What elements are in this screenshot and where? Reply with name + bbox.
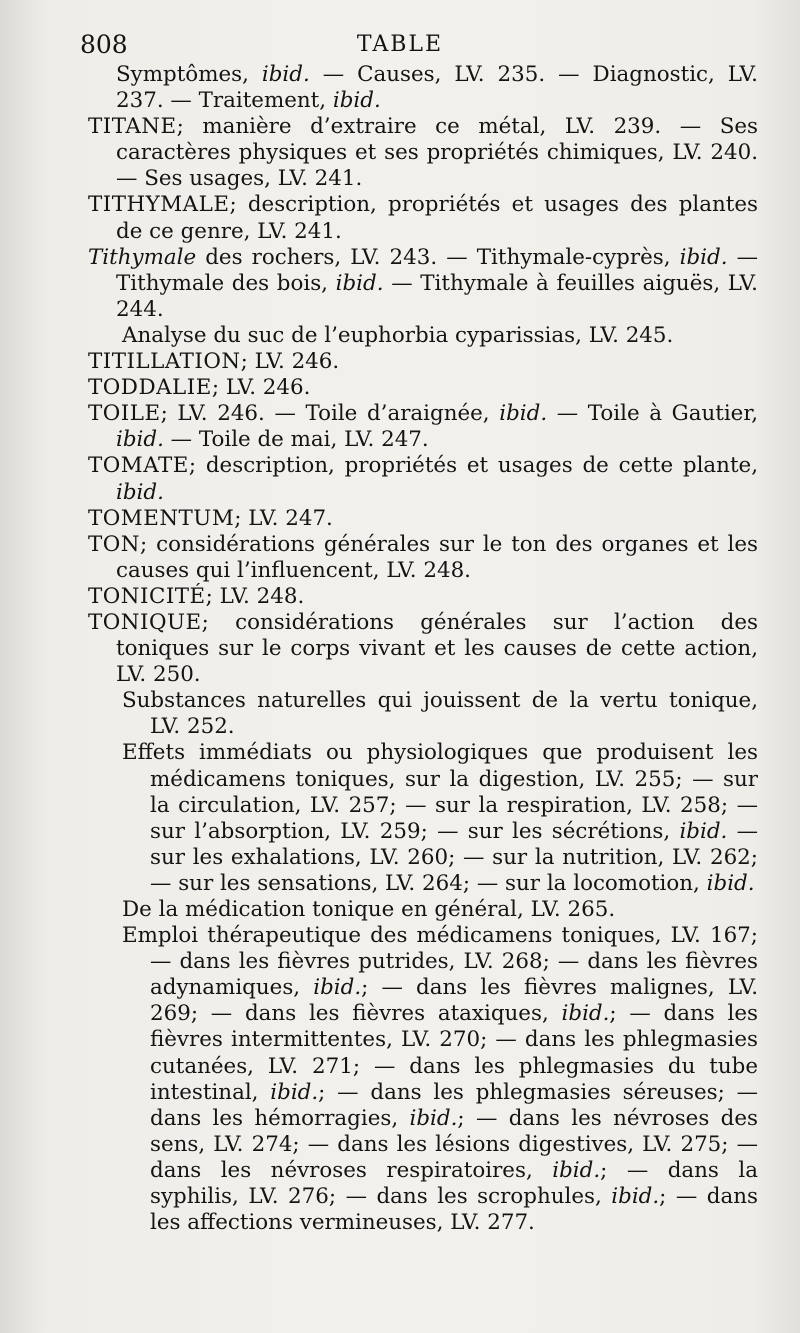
index-subentry: De la médication tonique en général, LV. 265. (122, 897, 616, 922)
entry-headword: TITHYMALE (88, 192, 230, 218)
page-number: 808 (80, 30, 128, 59)
index-entry: TOMENTUM; LV. 247. (88, 505, 333, 531)
index-entry: TONIQUE; considérations générales sur l’action des toniques sur le corps vivant et les causes de cette action, LV. 250. (88, 609, 758, 688)
entry-headword: TOMENTUM (88, 505, 235, 531)
running-head: TABLE (356, 32, 444, 57)
index-body (88, 62, 758, 1236)
entry-headword: TOMATE (88, 453, 189, 479)
entry-headword: TOILE (88, 401, 161, 427)
index-entry: TONICITÉ; LV. 248. (88, 583, 305, 609)
index-entry: TOILE; LV. 246. — Toile d’araignée, ibid. — Toile à Gautier, ibid. — Toile de mai, LV. 247. (88, 401, 759, 453)
index-entry: TITHYMALE; description, propriétés et usages des plantes de ce genre, LV. 241. (88, 192, 758, 244)
index-entry: TITANE; manière d’extraire ce métal, LV. 239. — Ses caractères physiques et ses propriétés chimiques, LV. 240. — Ses usages, LV. 241. (88, 114, 758, 192)
index-subentry: Effets immédiats ou physiologiques que produisent les médicamens toniques, sur la digestion, LV. 255; — sur la circulation, LV. 257; — sur la respiration, LV. 258; — sur l’absorption, LV. 259; — sur les sécrétions, ibid. — sur les exhalations, LV. 260; — sur la nutrition, LV. 262; — sur les sensations, LV. 264; — sur la locomotion, ibid. (122, 740, 758, 896)
entry-headword: TODDALIE (88, 375, 212, 401)
entry-headword: TONIQUE (88, 609, 202, 635)
index-entry: TITILLATION; LV. 246. (88, 349, 340, 375)
index-entry: TODDALIE; LV. 246. (88, 375, 311, 401)
index-entry: Symptômes, ibid. — Causes, LV. 235. — Diagnostic, LV. 237. — Traitement, ibid. (116, 62, 758, 114)
entry-headword: TONICITÉ (88, 583, 206, 609)
entry-headword: TITILLATION (88, 349, 241, 375)
page-header (80, 30, 720, 64)
index-entry: Analyse du suc de l’euphorbia cyparissias, LV. 245. (122, 322, 674, 348)
index-entry: TON; considérations générales sur le ton des organes et les causes qui l’influencent, LV. 248. (88, 531, 758, 583)
entry-headword: TITANE (88, 114, 177, 140)
entry-headword: TON (88, 531, 141, 557)
index-subentry: Emploi thérapeutique des médicamens toniques, LV. 167; — dans les fièvres putrides, LV. 268; — dans les fièvres adynamiques, ibid.; — dans les fièvres malignes, LV. 269; — dans les fièvres ataxiques, ibid.; — dans les fièvres intermittentes, LV. 270; — dans les phlegmasies cutanées, LV. 271; — dans les phlegmasies du tube intestinal, ibid.; — dans les phlegmasies séreuses; — dans les hémorragies, ibid.; — dans les névroses des sens, LV. 274; — dans les lésions digestives, LV. 275; — dans les névroses respiratoires, ibid.; — dans la syphilis, LV. 276; — dans les scrophules, ibid.; — dans les affections vermineuses, LV. 277. (122, 923, 758, 1236)
index-entry: TOMATE; description, propriétés et usages de cette plante, ibid. (88, 453, 758, 505)
index-entry: Tithymale des rochers, LV. 243. — Tithymale-cyprès, ibid. — Tithymale des bois, ibid. — Tithymale à feuilles aiguës, LV. 244. (88, 244, 758, 322)
index-subentry: Substances naturelles qui jouissent de la vertu tonique, LV. 252. (122, 688, 758, 740)
